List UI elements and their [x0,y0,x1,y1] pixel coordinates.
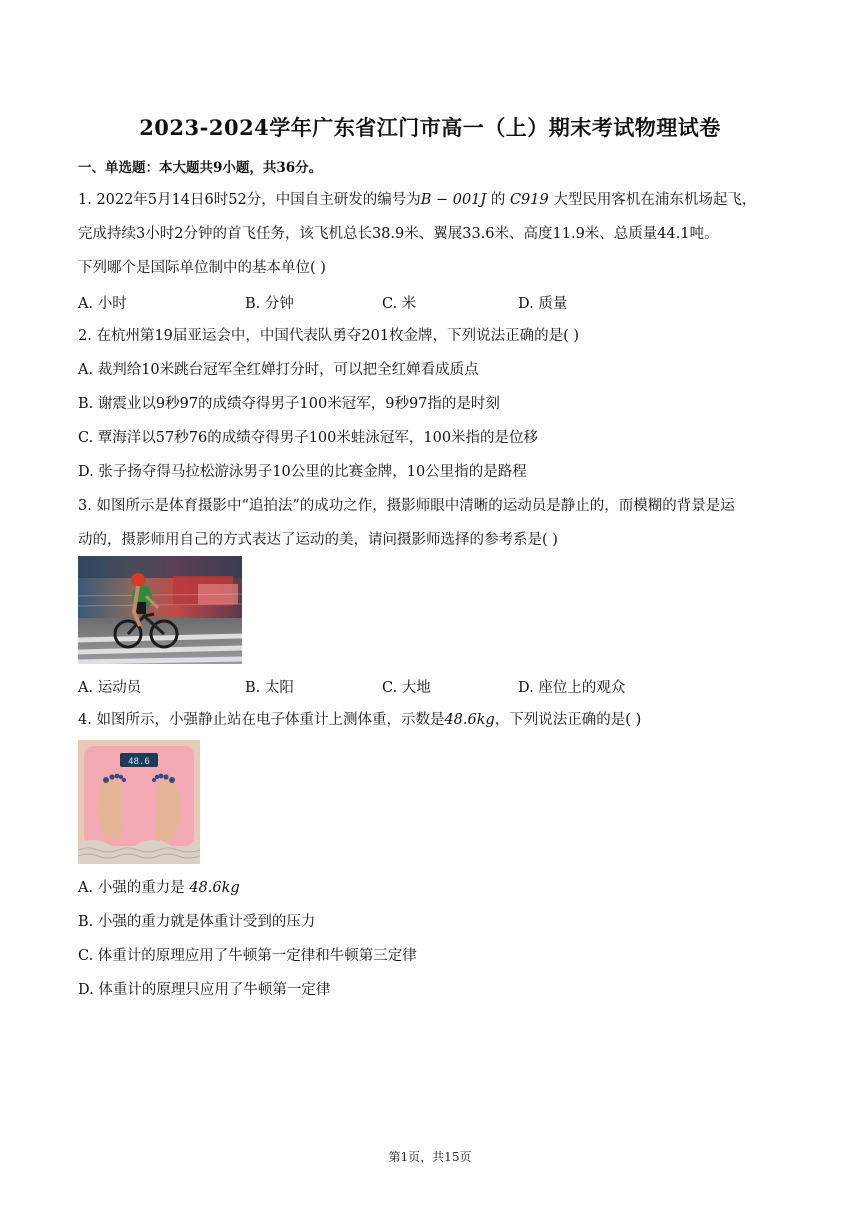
q1-stem-text-b: 的 [486,192,510,208]
q2-option-d: D. 张子扬夺得马拉松游泳男子10公里的比赛金牌，10公里指的是路程 [78,464,527,480]
cyclist-photo [78,556,242,664]
page-footer: 第1页，共15页 [388,1150,472,1164]
q1-option-b: B. 分钟 [245,296,294,312]
q1-math-c919: C919 [509,192,549,208]
scale-display-reading: 48.6 [128,757,150,767]
q1-stem-line2: 完成持续3小时2分钟的首飞任务，该飞机总长38.9米、翼展33.6米、高度11.9米、总质量44.1吨。 [78,226,719,242]
q1-stem-line3: 下列哪个是国际单位制中的基本单位( ) [78,260,326,276]
q2-option-c: C. 覃海洋以57秒76的成绩夺得男子100米蛙泳冠军，100米指的是位移 [78,430,539,446]
q2-option-a: A. 裁判给10米跳台冠军全红婵打分时，可以把全红婵看成质点 [78,362,479,378]
q3-option-b: B. 太阳 [245,680,294,696]
q4-option-b: B. 小强的重力就是体重计受到的压力 [78,914,316,930]
q4-option-d: D. 体重计的原理只应用了牛顿第一定律 [78,982,331,998]
q1-option-c: C. 米 [382,296,417,312]
q4-stem-text-a: 4. 如图所示，小强静止站在电子体重计上测体重，示数是 [78,712,445,728]
q1-math-b001j: B − 001J [420,192,487,208]
q3-stem-line2: 动的，摄影师用自己的方式表达了运动的美，请问摄影师选择的参考系是( ) [78,532,558,548]
q1-stem-text-c: 大型民用客机在浦东机场起飞， [548,192,757,208]
scale-photo [78,740,200,864]
q4-stem-text-b: ，下列说法正确的是( ) [494,712,642,728]
q4-option-a-text: A. 小强的重力是 [78,880,190,896]
q4-option-c: C. 体重计的原理应用了牛顿第一定律和牛顿第三定律 [78,948,417,964]
q3-option-c: C. 大地 [382,680,431,696]
q1-option-d: D. 质量 [518,296,568,312]
q1-option-a: A. 小时 [78,296,127,312]
q3-option-d: D. 座位上的观众 [518,680,626,696]
q3-option-a: A. 运动员 [78,680,142,696]
q4-option-a [78,878,788,898]
q1-stem-text-a: 1. 2022年5月14日6时52分，中国自主研发的编号为 [78,192,421,208]
q4-stem [78,710,788,730]
q1-stem-line1 [78,190,788,210]
q3-stem-line1: 3. 如图所示是体育摄影中“追拍法”的成功之作，摄影师眼中清晰的运动员是静止的，而模糊的背景是运 [78,498,735,514]
q4-math-mass: 48.6kg [444,712,495,728]
section-heading: 一、单选题：本大题共9小题，共36分。 [78,160,323,176]
page-title: 2023-2024学年广东省江门市高一（上）期末考试物理试卷 [139,115,721,140]
q2-option-b: B. 谢震业以9秒97的成绩夺得男子100米冠军，9秒97指的是时刻 [78,396,500,412]
q4-option-a-math: 48.6kg [189,880,240,896]
q2-stem: 2. 在杭州第19届亚运会中，中国代表队勇夺201枚金牌，下列说法正确的是( ) [78,328,579,344]
